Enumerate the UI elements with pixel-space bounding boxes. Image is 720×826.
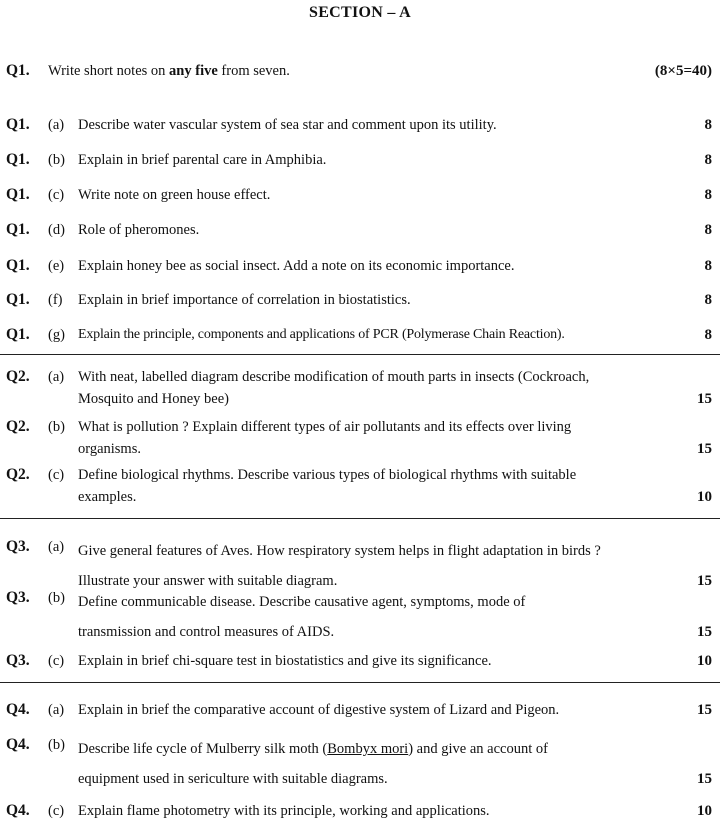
question-text-line2: transmission and control measures of AIDS. xyxy=(78,624,335,640)
question-number: Q2. xyxy=(6,368,30,385)
divider xyxy=(0,354,720,355)
question-marks: (8×5=40) xyxy=(654,63,712,79)
question-marks: 15 xyxy=(697,771,712,787)
question-number: Q1. xyxy=(6,116,30,133)
section-title: SECTION – A xyxy=(309,4,411,21)
question-text-line2: examples. xyxy=(78,489,137,505)
question-marks: 8 xyxy=(704,258,712,274)
question-text: Explain the principle, components and applications of PCR (Polymerase Chain Reaction). xyxy=(78,327,565,342)
question-number: Q2. xyxy=(6,466,30,483)
question-text-part: Describe life cycle of Mulberry silk moth ( xyxy=(78,741,328,757)
question-text-line1: Give general features of Aves. How respiratory system helps in flight adaptation in birds ? xyxy=(78,543,601,559)
question-text: Explain flame photometry with its principle, working and applications. xyxy=(78,803,490,819)
question-number: Q4. xyxy=(6,802,30,819)
question-text xyxy=(78,734,720,794)
question-marks: 8 xyxy=(704,152,712,168)
question-marks: 15 xyxy=(697,624,712,640)
question-text xyxy=(78,416,720,460)
question-part: (b) xyxy=(48,152,65,168)
question-part: (f) xyxy=(48,292,63,308)
question-text-line1: Define biological rhythms. Describe various types of biological rhythms with suitable xyxy=(78,467,577,483)
question-text: Explain honey bee as social insect. Add a note on its economic importance. xyxy=(78,258,515,274)
question-text: Explain in brief parental care in Amphibia. xyxy=(78,152,327,168)
question-number: Q1. xyxy=(6,62,30,79)
question-text-line2: Illustrate your answer with suitable diagram. xyxy=(78,573,338,589)
divider xyxy=(0,518,720,519)
question-part: (a) xyxy=(48,539,65,555)
question-number: Q1. xyxy=(6,186,30,203)
question-part: (c) xyxy=(48,187,65,203)
question-part: (b) xyxy=(48,419,65,435)
question-marks: 8 xyxy=(704,117,712,133)
question-number: Q3. xyxy=(6,538,30,555)
question-number: Q4. xyxy=(6,701,30,718)
question-part: (a) xyxy=(48,117,65,133)
question-marks: 10 xyxy=(697,803,712,819)
question-part: (c) xyxy=(48,653,65,669)
question-marks: 8 xyxy=(704,292,712,308)
question-number: Q1. xyxy=(6,221,30,238)
question-text: Describe water vascular system of sea star and comment upon its utility. xyxy=(78,117,497,133)
question-part: (b) xyxy=(48,737,65,753)
question-part: (c) xyxy=(48,467,65,483)
question-marks: 8 xyxy=(704,327,712,343)
species-name: Bombyx mori xyxy=(327,741,409,757)
question-text xyxy=(48,60,720,82)
question-text-line2: Mosquito and Honey bee) xyxy=(78,391,230,407)
question-text-part: from seven. xyxy=(217,63,290,79)
question-text-line1: What is pollution ? Explain different types of air pollutants and its effects over living xyxy=(78,419,572,435)
question-number: Q4. xyxy=(6,736,30,753)
question-text-line2: equipment used in sericulture with suitable diagrams. xyxy=(78,771,388,787)
question-part: (d) xyxy=(48,222,65,238)
question-number: Q3. xyxy=(6,652,30,669)
question-text-bold: any five xyxy=(169,63,218,79)
question-part: (e) xyxy=(48,258,65,274)
question-text xyxy=(78,366,720,410)
question-text xyxy=(78,587,720,647)
question-text-line2: organisms. xyxy=(78,441,141,457)
question-text-part: ) and give an account of xyxy=(408,741,548,757)
question-text-line1: Define communicable disease. Describe causative agent, symptoms, mode of xyxy=(78,594,526,610)
question-number: Q2. xyxy=(6,418,30,435)
question-number: Q1. xyxy=(6,291,30,308)
question-part: (c) xyxy=(48,803,65,819)
question-text-line1: With neat, labelled diagram describe modification of mouth parts in insects (Cockroach, xyxy=(78,369,590,385)
question-text xyxy=(78,464,720,508)
question-text: Role of pheromones. xyxy=(78,222,200,238)
divider xyxy=(0,682,720,683)
question-part: (a) xyxy=(48,369,65,385)
question-part: (a) xyxy=(48,702,65,718)
question-marks: 15 xyxy=(697,441,712,457)
question-marks: 15 xyxy=(697,702,712,718)
question-text: Explain in brief importance of correlation in biostatistics. xyxy=(78,292,411,308)
question-part: (b) xyxy=(48,590,65,606)
question-marks: 8 xyxy=(704,222,712,238)
question-text: Explain in brief chi-square test in biostatistics and give its significance. xyxy=(78,653,492,669)
question-number: Q1. xyxy=(6,151,30,168)
question-part: (g) xyxy=(48,327,65,343)
question-marks: 10 xyxy=(697,489,712,505)
question-number: Q1. xyxy=(6,326,30,343)
question-number: Q1. xyxy=(6,257,30,274)
question-marks: 10 xyxy=(697,653,712,669)
question-text-line1 xyxy=(78,734,720,764)
question-marks: 8 xyxy=(704,187,712,203)
question-text-part: Write short notes on xyxy=(48,63,170,79)
question-text: Write note on green house effect. xyxy=(78,187,271,203)
question-marks: 15 xyxy=(697,573,712,589)
question-number: Q3. xyxy=(6,589,30,606)
question-text: Explain in brief the comparative account of digestive system of Lizard and Pigeon. xyxy=(78,702,560,718)
question-marks: 15 xyxy=(697,391,712,407)
